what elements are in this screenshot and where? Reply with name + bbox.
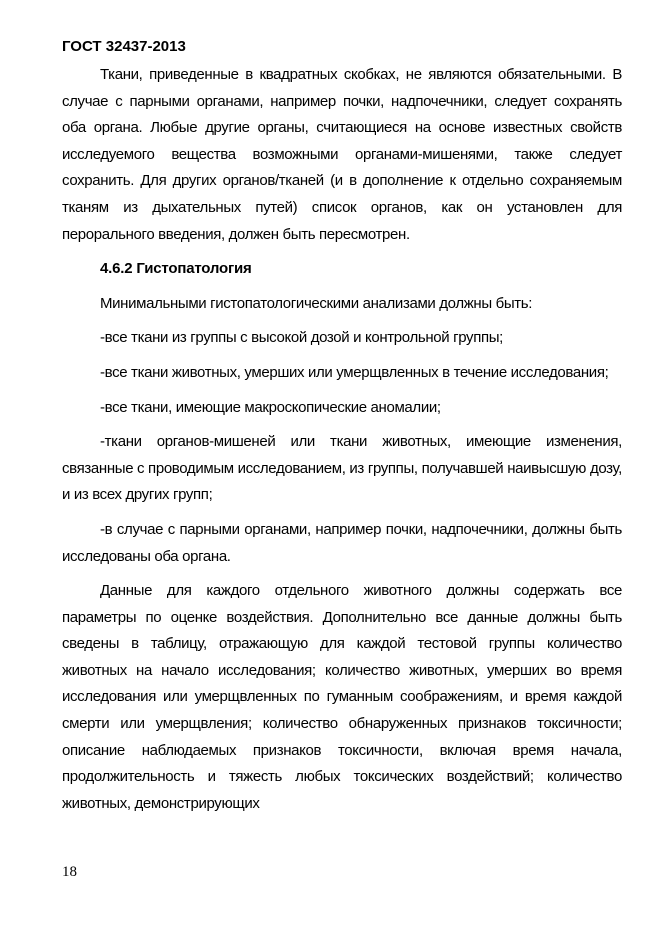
list-item: -ткани органов-мишеней или ткани животных, имеющие изменения, связанные с проводимым исследованием, из группы, получавшей наивысшую дозу, и из всех других групп; xyxy=(62,433,622,504)
paragraph-tissues: Ткани, приведенные в квадратных скобках, не являются обязательными. В случае с парными органами, например почки, надпочечники, следует сохранять оба органа. Любые другие органы, считающиеся на основе известных свойств исследуемого вещества возможными органами-мишенями, также следует сохранить. Для других органов/тканей (и в дополнение к отдельно сохраняемым тканям из дыхательных путей) список органов, как он установлен для перорального введения, должен быть пересмотрен. xyxy=(62,66,622,243)
list-item: -все ткани животных, умерших или умерщвленных в течение исследования; xyxy=(100,363,609,381)
paragraph-data-requirements: Данные для каждого отдельного животного должны содержать все параметры по оценке воздействия. Дополнительно все данные должны быть сведены в таблицу, отражающую для каждой тестовой группы количество животных на начало исследования; количество животных, умерших во время исследования или умерщвленных по гуманным соображениям, и время каждой смерти или умерщвления; количество обнаруженных признаков токсичности; описание наблюдаемых признаков токсичности, включая время начала, продолжительность и тяжесть любых токсических воздействий; количество животных, демонстрирующих xyxy=(62,582,622,812)
list-item: -в случае с парными органами, например почки, надпочечники, должны быть исследованы оба органа. xyxy=(62,520,622,565)
document-header: ГОСТ 32437-2013 xyxy=(62,38,186,55)
section-heading: 4.6.2 Гистопатология xyxy=(100,260,252,278)
paragraph-minimal-analyses: Минимальными гистопатологическими анализами должны быть: xyxy=(100,294,533,312)
list-item: -все ткани из группы с высокой дозой и контрольной группы; xyxy=(100,329,503,347)
list-item: -все ткани, имеющие макроскопические аномалии; xyxy=(100,398,441,416)
page-number: 18 xyxy=(62,864,77,880)
document-body xyxy=(62,62,622,817)
